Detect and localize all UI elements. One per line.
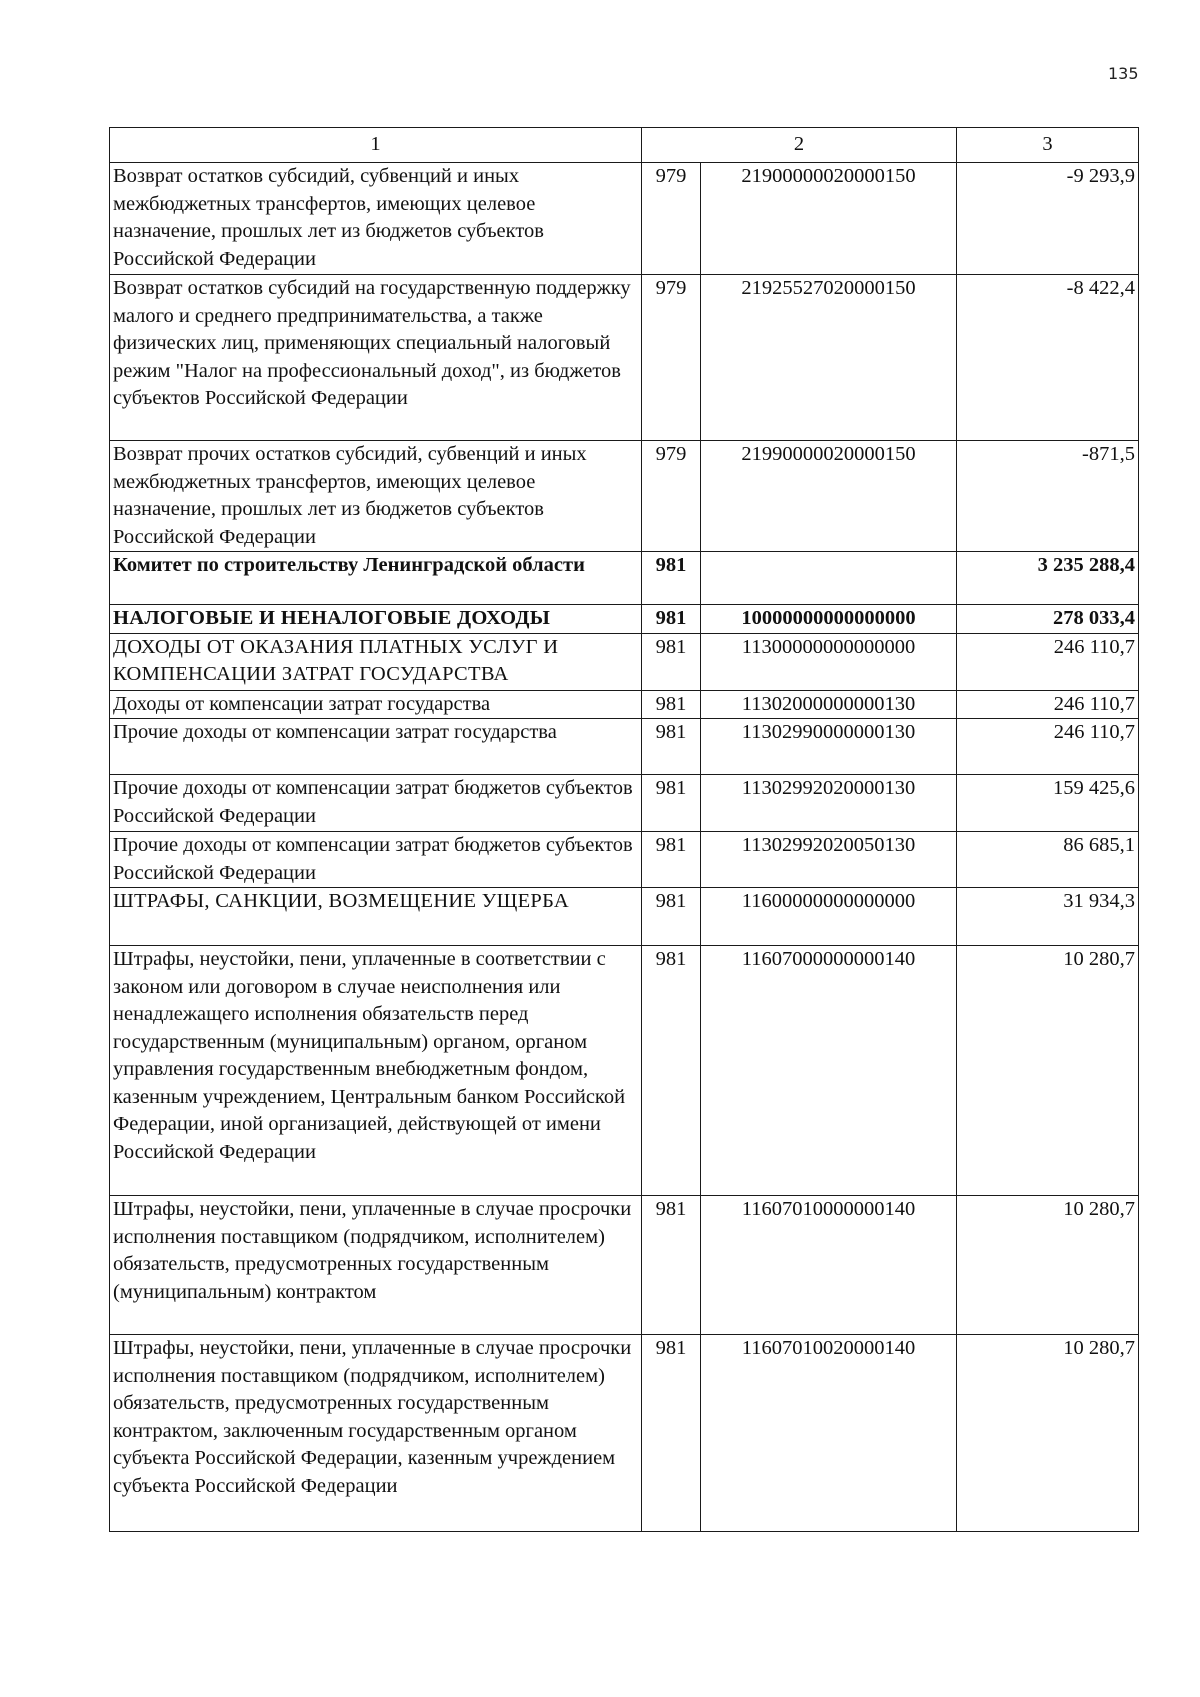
row-admin-code: 981 xyxy=(642,552,701,605)
row-amount: 31 934,3 xyxy=(957,888,1139,946)
row-amount: -8 422,4 xyxy=(957,275,1139,441)
row-amount: 159 425,6 xyxy=(957,775,1139,832)
row-name: Возврат остатков субсидий, субвенций и иных межбюджетных трансфертов, имеющих целевое назначение, прошлых лет из бюджетов субъектов Российской Федерации xyxy=(110,163,642,275)
row-name: Штрафы, неустойки, пени, уплаченные в случае просрочки исполнения поставщиком (подрядчиком, исполнителем) обязательств, предусмотренных государственным (муниципальным) контрактом xyxy=(110,1196,642,1335)
row-name: Комитет по строительству Ленинградской области xyxy=(110,552,642,605)
table-row xyxy=(110,832,1139,888)
row-admin-code: 981 xyxy=(642,719,701,775)
table-row-section xyxy=(110,605,1139,634)
row-budget-code: 10000000000000000 xyxy=(701,605,957,634)
row-admin-code: 981 xyxy=(642,1196,701,1335)
table-row xyxy=(110,719,1139,775)
table-row xyxy=(110,441,1139,552)
row-budget-code: 21900000020000150 xyxy=(701,163,957,275)
page-number: 135 xyxy=(1108,64,1139,83)
row-name: ДОХОДЫ ОТ ОКАЗАНИЯ ПЛАТНЫХ УСЛУГ И КОМПЕНСАЦИИ ЗАТРАТ ГОСУДАРСТВА xyxy=(110,633,642,690)
row-amount: 246 110,7 xyxy=(957,719,1139,775)
row-admin-code: 981 xyxy=(642,832,701,888)
table-row xyxy=(110,633,1139,690)
table-row xyxy=(110,1335,1139,1532)
row-name: Доходы от компенсации затрат государства xyxy=(110,690,642,719)
row-name: Возврат прочих остатков субсидий, субвенций и иных межбюджетных трансфертов, имеющих целевое назначение, прошлых лет из бюджетов субъектов Российской Федерации xyxy=(110,441,642,552)
row-budget-code: 11607000000000140 xyxy=(701,946,957,1196)
row-budget-code: 11607010020000140 xyxy=(701,1335,957,1532)
row-amount: 3 235 288,4 xyxy=(957,552,1139,605)
table-row xyxy=(110,690,1139,719)
row-budget-code: 11302992020050130 xyxy=(701,832,957,888)
row-budget-code xyxy=(701,552,957,605)
row-budget-code: 11600000000000000 xyxy=(701,888,957,946)
table-row-committee xyxy=(110,552,1139,605)
row-amount: 246 110,7 xyxy=(957,633,1139,690)
row-admin-code: 981 xyxy=(642,605,701,634)
row-budget-code: 11302990000000130 xyxy=(701,719,957,775)
revenue-table xyxy=(109,127,1139,1532)
row-admin-code: 981 xyxy=(642,888,701,946)
row-admin-code: 979 xyxy=(642,163,701,275)
row-name: Прочие доходы от компенсации затрат бюджетов субъектов Российской Федерации xyxy=(110,775,642,832)
row-amount: 10 280,7 xyxy=(957,946,1139,1196)
column-header-1: 1 xyxy=(110,128,642,163)
row-admin-code: 981 xyxy=(642,946,701,1196)
row-admin-code: 981 xyxy=(642,775,701,832)
row-budget-code: 21925527020000150 xyxy=(701,275,957,441)
row-budget-code: 11302000000000130 xyxy=(701,690,957,719)
row-budget-code: 11607010000000140 xyxy=(701,1196,957,1335)
row-name: Штрафы, неустойки, пени, уплаченные в случае просрочки исполнения поставщиком (подрядчиком, исполнителем) обязательств, предусмотренных государственным контрактом, заключенным государственным органом субъекта Российской Федерации, казенным учреждением субъекта Российской Федерации xyxy=(110,1335,642,1532)
row-amount: -871,5 xyxy=(957,441,1139,552)
row-name: Прочие доходы от компенсации затрат бюджетов субъектов Российской Федерации xyxy=(110,832,642,888)
row-amount: 246 110,7 xyxy=(957,690,1139,719)
row-amount: 10 280,7 xyxy=(957,1196,1139,1335)
row-amount: 86 685,1 xyxy=(957,832,1139,888)
table-row xyxy=(110,275,1139,441)
row-admin-code: 981 xyxy=(642,690,701,719)
row-admin-code: 981 xyxy=(642,633,701,690)
row-budget-code: 21990000020000150 xyxy=(701,441,957,552)
column-header-2: 2 xyxy=(642,128,957,163)
table-row xyxy=(110,888,1139,946)
row-name: Штрафы, неустойки, пени, уплаченные в соответствии с законом или договором в случае неисполнения или ненадлежащего исполнения обязательств перед государственным (муниципальным) органом, органом управления государственным внебюджетным фондом, казенным учреждением, Центральным банком Российской Федерации, иной организацией, действующей от имени Российской Федерации xyxy=(110,946,642,1196)
row-admin-code: 979 xyxy=(642,275,701,441)
table-header-row xyxy=(110,128,1139,163)
row-amount: 10 280,7 xyxy=(957,1335,1139,1532)
row-amount: -9 293,9 xyxy=(957,163,1139,275)
row-budget-code: 11300000000000000 xyxy=(701,633,957,690)
row-name: Возврат остатков субсидий на государственную поддержку малого и среднего предпринимательства, а также физических лиц, применяющих специальный налоговый режим "Налог на профессиональный доход", из бюджетов субъектов Российской Федерации xyxy=(110,275,642,441)
row-name: НАЛОГОВЫЕ И НЕНАЛОГОВЫЕ ДОХОДЫ xyxy=(110,605,642,634)
table-row xyxy=(110,775,1139,832)
row-amount: 278 033,4 xyxy=(957,605,1139,634)
table-row xyxy=(110,946,1139,1196)
table-row xyxy=(110,1196,1139,1335)
row-admin-code: 981 xyxy=(642,1335,701,1532)
row-budget-code: 11302992020000130 xyxy=(701,775,957,832)
row-admin-code: 979 xyxy=(642,441,701,552)
row-name: Прочие доходы от компенсации затрат государства xyxy=(110,719,642,775)
column-header-3: 3 xyxy=(957,128,1139,163)
row-name: ШТРАФЫ, САНКЦИИ, ВОЗМЕЩЕНИЕ УЩЕРБА xyxy=(110,888,642,946)
table-row xyxy=(110,163,1139,275)
